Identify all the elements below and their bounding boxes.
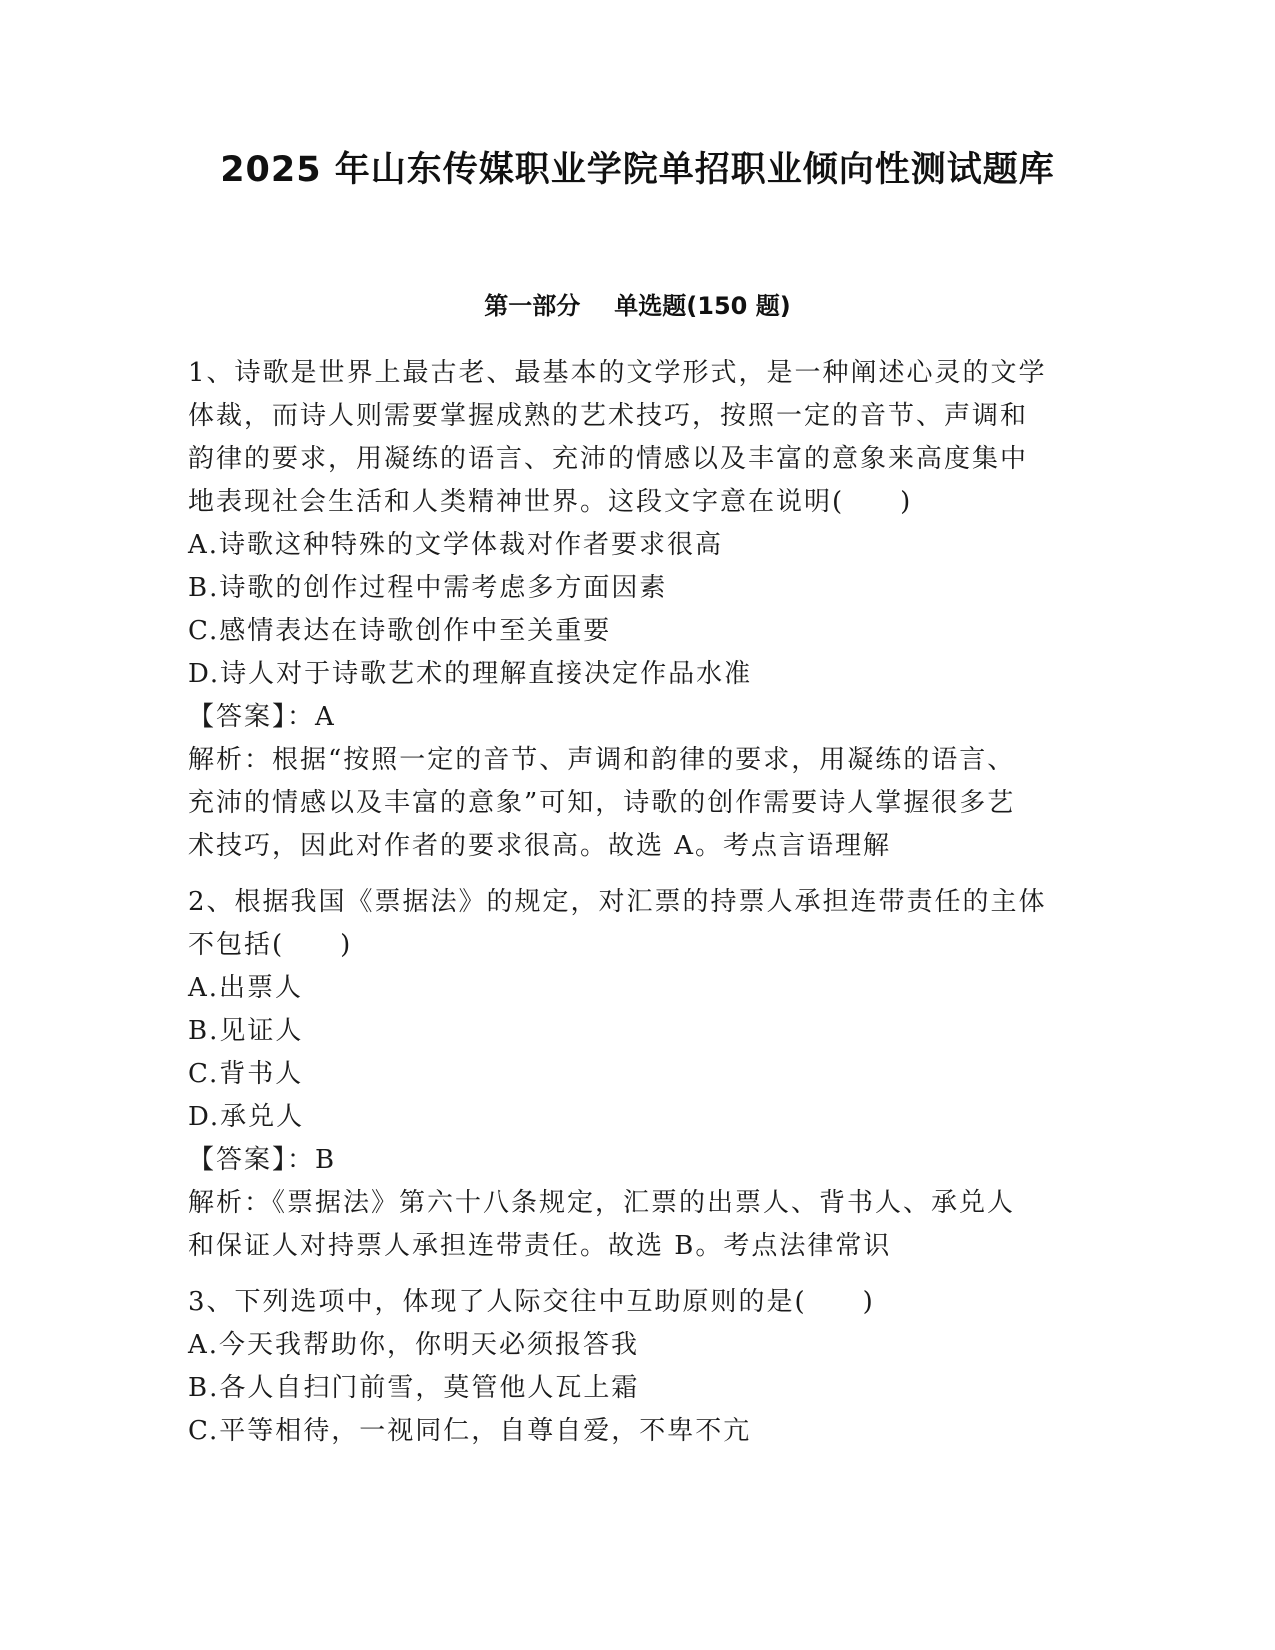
option-d: D.诗人对于诗歌艺术的理解直接决定作品水准 bbox=[188, 659, 753, 689]
question-stem-line: 3、下列选项中，体现了人际交往中互助原则的是( ) bbox=[188, 1287, 875, 1317]
answer-line: 【答案】：B bbox=[188, 1145, 337, 1175]
question-stem-line: 韵律的要求，用凝练的语言、充沛的情感以及丰富的意象来高度集中 bbox=[188, 444, 1029, 474]
question-3 bbox=[188, 1281, 1088, 1453]
section-name: 单选题(150 题) bbox=[614, 292, 791, 320]
document-title: 2025 年山东传媒职业学院单招职业倾向性测试题库 bbox=[220, 150, 1055, 190]
analysis-line: 术技巧，因此对作者的要求很高。故选 A。考点言语理解 bbox=[188, 831, 892, 861]
question-2 bbox=[188, 881, 1088, 1268]
question-list bbox=[188, 352, 1088, 1466]
question-1 bbox=[188, 352, 1088, 868]
option-d: D.承兑人 bbox=[188, 1102, 305, 1132]
question-stem-line: 不包括( ) bbox=[188, 930, 353, 960]
question-stem-line: 1、诗歌是世界上最古老、最基本的文学形式，是一种阐述心灵的文学 bbox=[188, 358, 1047, 388]
question-stem-line: 地表现社会生活和人类精神世界。这段文字意在说明( ) bbox=[188, 487, 913, 517]
option-a: A.诗歌这种特殊的文学体裁对作者要求很高 bbox=[188, 530, 724, 560]
section-heading bbox=[0, 290, 1275, 322]
option-c: C.平等相待，一视同仁，自尊自爱，不卑不亢 bbox=[188, 1416, 752, 1446]
analysis-line: 解析：《票据法》第六十八条规定，汇票的出票人、背书人、承兑人 bbox=[188, 1188, 1016, 1218]
section-part: 第一部分 bbox=[484, 292, 581, 320]
analysis-line: 充沛的情感以及丰富的意象”可知，诗歌的创作需要诗人掌握很多艺 bbox=[188, 788, 1016, 818]
option-c: C.背书人 bbox=[188, 1059, 304, 1089]
option-b: B.见证人 bbox=[188, 1016, 304, 1046]
answer-line: 【答案】：A bbox=[188, 702, 336, 732]
question-stem-line: 2、根据我国《票据法》的规定，对汇票的持票人承担连带责任的主体 bbox=[188, 887, 1047, 917]
option-a: A.出票人 bbox=[188, 973, 304, 1003]
analysis-line: 解析：根据“按照一定的音节、声调和韵律的要求，用凝练的语言、 bbox=[188, 745, 1016, 775]
analysis-line: 和保证人对持票人承担连带责任。故选 B。考点法律常识 bbox=[188, 1231, 892, 1261]
option-c: C.感情表达在诗歌创作中至关重要 bbox=[188, 616, 612, 646]
question-stem-line: 体裁，而诗人则需要掌握成熟的艺术技巧，按照一定的音节、声调和 bbox=[188, 401, 1029, 431]
option-b: B.诗歌的创作过程中需考虑多方面因素 bbox=[188, 573, 668, 603]
option-b: B.各人自扫门前雪，莫管他人瓦上霜 bbox=[188, 1373, 640, 1403]
option-a: A.今天我帮助你，你明天必须报答我 bbox=[188, 1330, 640, 1360]
